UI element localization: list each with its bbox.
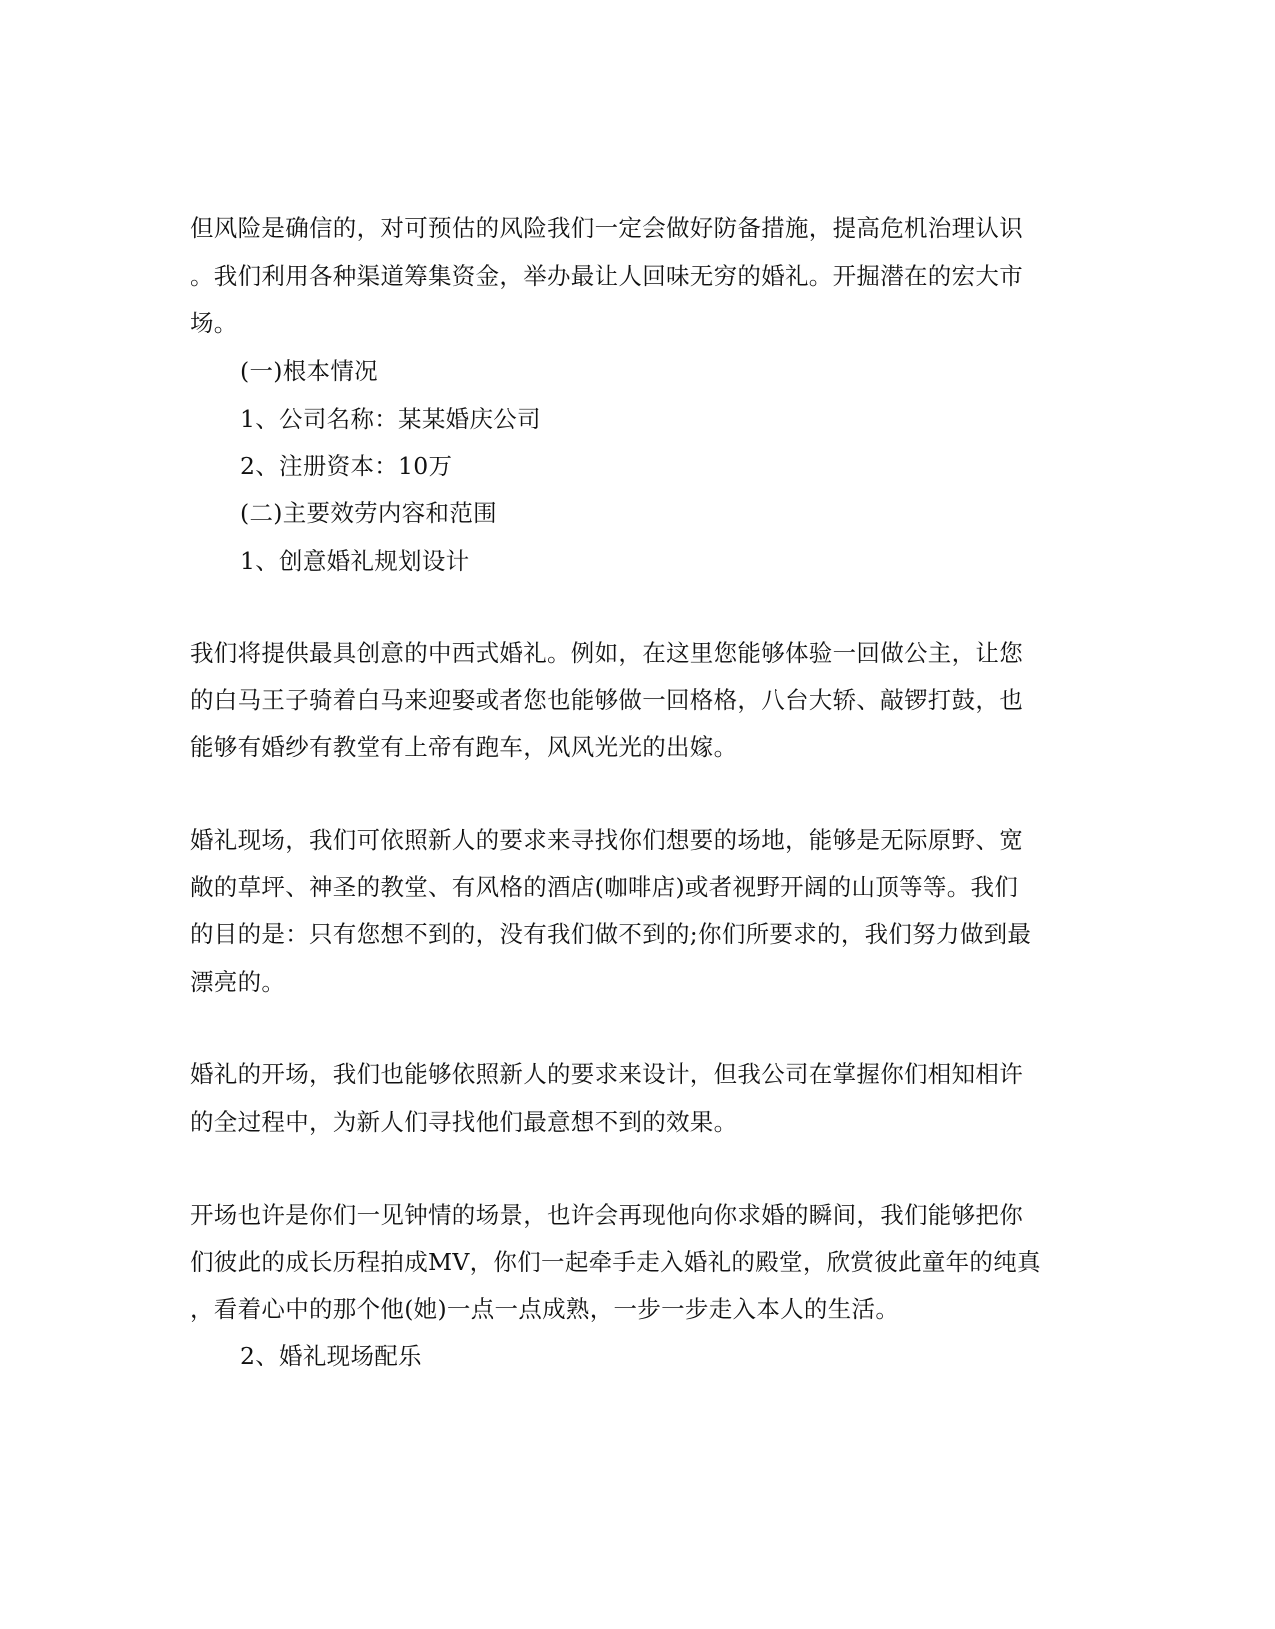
list-item: 1、公司名称：某某婚庆公司 [240, 405, 541, 433]
section-heading: (一)根本情况 [240, 357, 378, 385]
text-line: 的白马王子骑着白马来迎娶或者您也能够做一回格格，八台大轿、敲锣打鼓，也 [190, 686, 1023, 714]
text-line: 婚礼的开场，我们也能够依照新人的要求来设计，但我公司在掌握你们相知相许 [190, 1060, 1023, 1088]
text-line: 婚礼现场，我们可依照新人的要求来寻找你们想要的场地，能够是无际原野、宽 [190, 826, 1023, 854]
text-line: 的全过程中，为新人们寻找他们最意想不到的效果。 [190, 1108, 738, 1136]
text-line: 但风险是确信的，对可预估的风险我们一定会做好防备措施，提高危机治理认识 [190, 214, 1023, 242]
list-item: 2、婚礼现场配乐 [240, 1342, 422, 1370]
list-item: 1、创意婚礼规划设计 [240, 547, 470, 575]
text-line: 我们将提供最具创意的中西式婚礼。例如，在这里您能够体验一回做公主，让您 [190, 639, 1023, 667]
text-line: 开场也许是你们一见钟情的场景，也许会再现他向你求婚的瞬间，我们能够把你 [190, 1201, 1023, 1229]
text-line: 能够有婚纱有教堂有上帝有跑车，风风光光的出嫁。 [190, 733, 738, 761]
text-line: 场。 [190, 309, 238, 337]
text-line: 的目的是：只有您想不到的，没有我们做不到的;你们所要求的，我们努力做到最 [190, 920, 1032, 948]
list-item: 2、注册资本：10万 [240, 452, 453, 480]
text-line: 漂亮的。 [190, 968, 286, 996]
text-line: ，看着心中的那个他(她)一点一点成熟，一步一步走入本人的生活。 [190, 1295, 900, 1323]
text-line: 敞的草坪、神圣的教堂、有风格的酒店(咖啡店)或者视野开阔的山顶等等。我们 [190, 873, 1019, 901]
text-line: 们彼此的成长历程拍成MV，你们一起牵手走入婚礼的殿堂，欣赏彼此童年的纯真 [190, 1248, 1041, 1276]
text-line: 。我们利用各种渠道筹集资金，举办最让人回味无穷的婚礼。开掘潜在的宏大市 [190, 262, 1023, 290]
section-heading: (二)主要效劳内容和范围 [240, 499, 497, 527]
